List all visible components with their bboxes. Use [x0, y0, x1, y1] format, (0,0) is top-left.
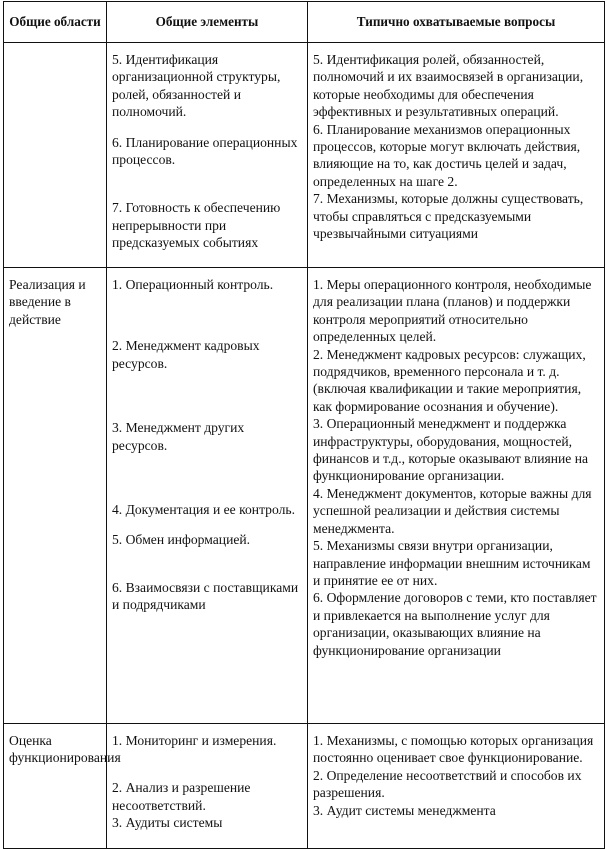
- header-elements: Общие элементы: [107, 2, 308, 43]
- elements-cell: [107, 268, 308, 724]
- element-item: 6. Взаимосвязи с поставщиками и подрядчиками: [112, 579, 299, 613]
- group-area: Оценка функционирования: [4, 724, 107, 849]
- header-row: [4, 2, 605, 43]
- group-row-implementation: [4, 268, 605, 724]
- element-item: 2. Анализ и разрешение несоответствий.: [112, 780, 251, 813]
- element-item: 5. Идентификация организационной структуры, ролей, обязанностей и полномочий.: [112, 52, 281, 120]
- element-item: 5. Обмен информацией.: [112, 532, 251, 548]
- group-row-planning: [4, 43, 605, 268]
- element-item: 4. Документация и ее контроль.: [112, 502, 295, 518]
- questions-cell: [308, 268, 605, 724]
- group-area: [4, 43, 107, 268]
- question-item: 5. Идентификация ролей, обязанностей, полномочий и их взаимосвязей в организации, которые необходимы для обеспечения эффективных и результативных операций.: [313, 52, 584, 120]
- element-item: 3. Менеджмент других ресурсов.: [112, 420, 245, 453]
- question-item: 7. Механизмы, которые должны существовать, чтобы справляться с предсказуемыми чрезвычайными ситуациями: [313, 191, 584, 242]
- question-item: 1. Механизмы, с помощью которых организация постоянно оценивает свое функционирование.: [313, 733, 594, 766]
- element-item: 7. Готовность к обеспечению непрерывности при предсказуемых событиях: [112, 200, 281, 251]
- document-page: [3, 1, 604, 847]
- element-item: 2. Менеджмент кадровых ресурсов.: [112, 338, 260, 371]
- elements-cell: [107, 43, 308, 268]
- group-area: Реализация и введение в действие: [4, 268, 107, 724]
- elements-cell: [107, 724, 308, 849]
- question-item: 1. Меры операционного контроля, необходимые для реализации плана (планов) и поддержки контроля мероприятий относительно определенных целей.: [313, 277, 592, 345]
- question-item: 2. Определение несоответствий и способов их разрешения.: [313, 767, 582, 801]
- questions-cell: [308, 724, 605, 849]
- management-system-table: [3, 1, 605, 849]
- question-item: 3. Аудит системы менеджмента: [313, 802, 496, 818]
- element-item: 1. Операционный контроль.: [112, 277, 274, 292]
- question-item: 6. Оформление договоров с теми, кто поставляет и привлекается на выполнение услуг для организации, оказывающих влияние на функционирование организации: [313, 590, 597, 658]
- question-item: 6. Планирование механизмов операционных процессов, которые могут включать действия, влияющие на то, как достичь целей и задач, определенных на шаге 2.: [313, 121, 581, 189]
- header-questions: Типично охватываемые вопросы: [308, 2, 605, 43]
- question-item: 2. Менеджмент кадровых ресурсов: служащих, подрядчиков, временного персонала и т. д. (включая квалификации и такие мероприятия, как формирование осознания и обучение).: [313, 346, 586, 414]
- group-row-evaluation: [4, 724, 605, 849]
- element-item: 6. Планирование операционных процессов.: [112, 134, 298, 168]
- questions-cell: [308, 43, 605, 268]
- question-item: 5. Механизмы связи внутри организации, направление информации внешним источникам и принятие ее от них.: [313, 538, 591, 588]
- question-item: 4. Менеджмент документов, которые важны для успешной реализации и действия системы менеджмента.: [313, 485, 592, 536]
- header-areas: Общие области: [4, 2, 107, 43]
- question-item: 3. Операционный менеджмент и поддержка инфраструктуры, оборудования, мощностей, финансов и т.д., которые оказывают влияние на функционирование организации.: [313, 416, 589, 484]
- element-item: 3. Аудиты системы: [112, 815, 223, 831]
- element-item: 1. Мониторинг и измерения.: [112, 733, 277, 748]
